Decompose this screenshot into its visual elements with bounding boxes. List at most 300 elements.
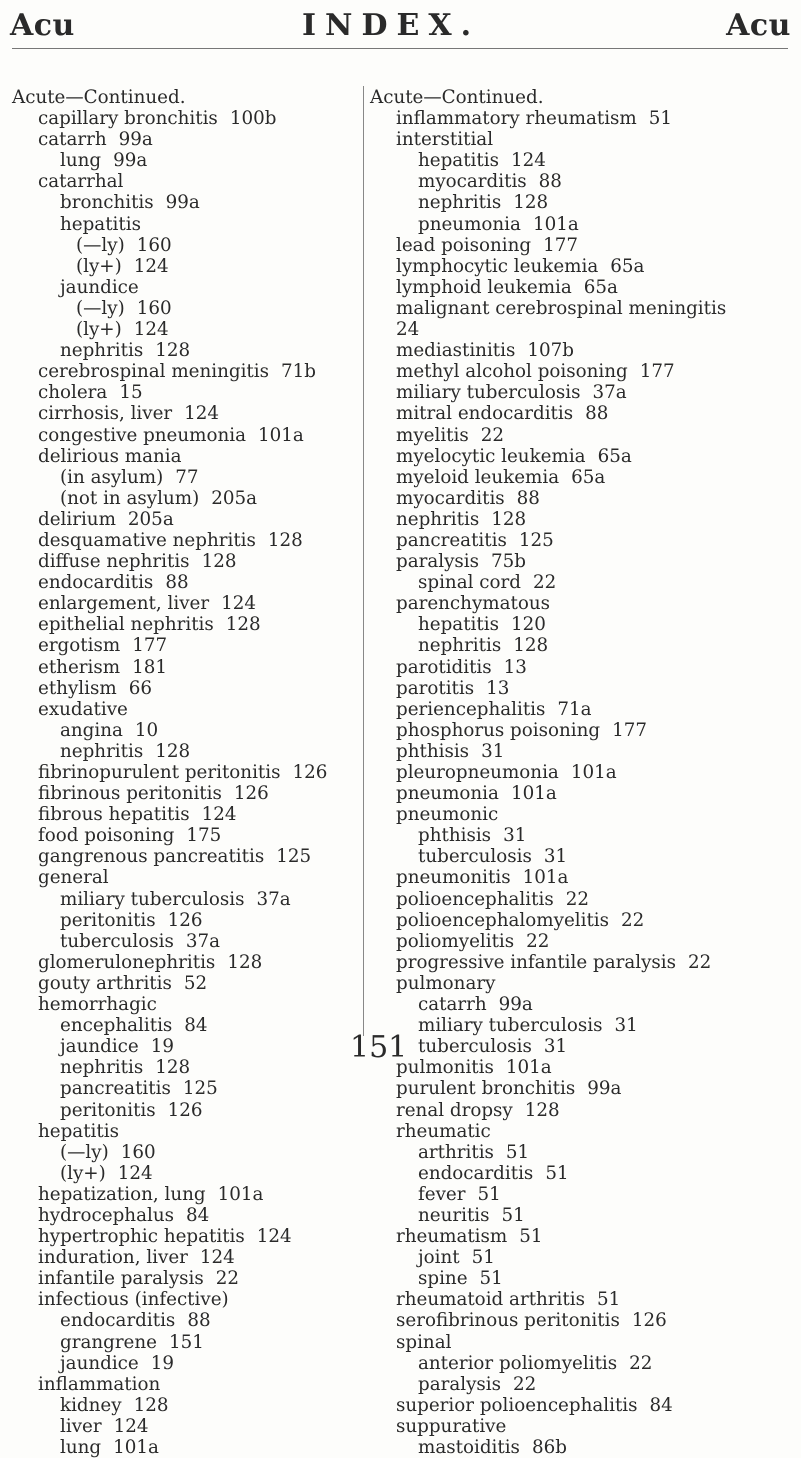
index-term: nephritis bbox=[60, 740, 144, 762]
index-term: nephritis bbox=[60, 340, 144, 362]
index-page-ref: 71a bbox=[557, 698, 592, 720]
index-page-ref: 124 bbox=[133, 319, 169, 341]
index-page-ref: 13 bbox=[503, 656, 527, 678]
index-page-ref: 101a bbox=[258, 424, 304, 446]
index-entry bbox=[370, 277, 750, 298]
index-entry bbox=[370, 340, 750, 361]
index-entry bbox=[12, 825, 392, 846]
index-entry bbox=[370, 720, 750, 741]
index-page-ref: 124 bbox=[117, 1162, 153, 1184]
index-term: endocarditis bbox=[38, 572, 154, 594]
index-page-ref: 177 bbox=[543, 234, 579, 256]
index-entry bbox=[370, 1226, 750, 1247]
index-term: grangrene bbox=[60, 1331, 157, 1353]
index-term: miliary tuberculosis bbox=[60, 888, 245, 910]
index-term: rheumatoid arthritis bbox=[396, 1289, 585, 1311]
index-entry bbox=[370, 1374, 750, 1395]
index-term: renal dropsy bbox=[396, 1099, 513, 1121]
index-page-ref: 51 bbox=[596, 1289, 621, 1311]
index-term: nephritis bbox=[418, 635, 502, 657]
index-page-ref: 15 bbox=[119, 382, 143, 404]
index-term: polioencephalitis bbox=[396, 888, 554, 910]
index-entry bbox=[12, 931, 392, 952]
index-entry bbox=[12, 277, 392, 298]
index-page-ref: 31 bbox=[481, 740, 505, 762]
index-entry bbox=[12, 1395, 392, 1416]
index-page-ref: 51 bbox=[545, 1162, 569, 1184]
page-number: 151 bbox=[350, 1030, 408, 1065]
index-entry bbox=[370, 403, 750, 424]
index-entry bbox=[370, 910, 750, 931]
index-page-ref: 126 bbox=[233, 783, 269, 805]
index-entry bbox=[370, 867, 750, 888]
index-term: etherism bbox=[38, 656, 121, 678]
index-term: ergotism bbox=[38, 635, 121, 657]
index-entry bbox=[12, 1100, 392, 1121]
index-term: Acute—Continued. bbox=[370, 87, 544, 108]
index-page-ref: 37a bbox=[592, 382, 627, 404]
index-term: fibrinous peritonitis bbox=[38, 783, 222, 805]
index-entry bbox=[12, 1057, 392, 1078]
index-entry bbox=[12, 1247, 392, 1268]
index-entry bbox=[12, 720, 392, 741]
index-term: pleuropneumonia bbox=[396, 762, 559, 783]
index-term: Acute—Continued. bbox=[12, 87, 186, 108]
index-term: general bbox=[38, 867, 109, 889]
index-entry bbox=[12, 192, 392, 213]
index-term: infantile paralysis bbox=[38, 1268, 204, 1290]
index-term: polioencephalomyelitis bbox=[396, 909, 610, 931]
index-term: spine bbox=[418, 1268, 468, 1290]
index-entry bbox=[370, 804, 750, 825]
index-term: poliomyelitis bbox=[396, 930, 515, 952]
index-entry bbox=[370, 1289, 750, 1310]
index-term: inflammation bbox=[38, 1373, 161, 1395]
index-page-ref: 128 bbox=[227, 951, 263, 973]
index-entry bbox=[370, 319, 750, 340]
page-header bbox=[0, 8, 801, 48]
index-entry bbox=[12, 87, 392, 108]
index-entry bbox=[370, 1121, 750, 1142]
index-page-ref: 124 bbox=[133, 255, 169, 277]
index-term: lead poisoning bbox=[396, 234, 532, 256]
index-page-ref: 22 bbox=[629, 1352, 653, 1374]
index-entry bbox=[370, 1437, 750, 1458]
index-term: jaundice bbox=[60, 276, 139, 298]
index-term: peritonitis bbox=[60, 909, 156, 931]
index-term: infectious (infective) bbox=[38, 1289, 229, 1311]
index-page-ref: 128 bbox=[155, 1057, 191, 1079]
index-entry bbox=[12, 1036, 392, 1057]
index-term: serofibrinous peritonitis bbox=[396, 1310, 620, 1332]
index-term: diffuse nephritis bbox=[38, 551, 190, 573]
index-term: (ly+) bbox=[60, 1162, 106, 1184]
index-term: (ly+) bbox=[76, 319, 122, 341]
index-entry bbox=[370, 1163, 750, 1184]
index-entry bbox=[370, 635, 750, 656]
index-term: capillary bronchitis bbox=[38, 108, 218, 130]
index-entry bbox=[12, 994, 392, 1015]
index-page-ref: 22 bbox=[621, 909, 645, 931]
index-term: phosphorus poisoning bbox=[396, 719, 601, 741]
index-entry bbox=[370, 952, 750, 973]
index-entry bbox=[370, 235, 750, 256]
index-page-ref: 124 bbox=[256, 1226, 292, 1248]
index-entry bbox=[370, 446, 750, 467]
index-term: pancreatitis bbox=[396, 529, 507, 551]
index-entry bbox=[370, 699, 750, 720]
index-entry bbox=[12, 551, 392, 572]
index-term: parenchymatous bbox=[396, 593, 551, 615]
index-entry bbox=[370, 1353, 750, 1374]
index-term: induration, liver bbox=[38, 1247, 188, 1269]
index-entry bbox=[12, 488, 392, 509]
index-page-ref: 22 bbox=[513, 1373, 537, 1395]
index-entry bbox=[370, 108, 750, 129]
index-page-ref: 101a bbox=[510, 783, 557, 805]
index-entry bbox=[12, 1163, 392, 1184]
index-entry bbox=[12, 762, 392, 783]
index-term: exudative bbox=[38, 698, 128, 720]
index-entry bbox=[12, 657, 392, 678]
index-entry bbox=[12, 530, 392, 551]
index-entry bbox=[370, 846, 750, 867]
index-term: pneumonia bbox=[418, 213, 521, 235]
index-page-ref: 31 bbox=[503, 825, 527, 847]
index-term: parotiditis bbox=[396, 656, 492, 678]
index-page-ref: 101a bbox=[570, 762, 617, 783]
index-term: ethylism bbox=[38, 677, 117, 699]
index-page-ref: 13 bbox=[486, 677, 510, 699]
index-entry bbox=[12, 1268, 392, 1289]
index-entry bbox=[370, 741, 750, 762]
index-entry bbox=[12, 846, 392, 867]
index-entry bbox=[12, 1416, 392, 1437]
index-term: malignant cerebrospinal meningitis bbox=[396, 297, 727, 319]
index-term: catarrh bbox=[418, 994, 487, 1016]
index-entry bbox=[370, 657, 750, 678]
index-term: epithelial nephritis bbox=[38, 614, 214, 636]
index-term: nephritis bbox=[60, 1057, 144, 1079]
index-entry bbox=[370, 1100, 750, 1121]
index-page-ref: 22 bbox=[532, 572, 557, 594]
index-page-ref: 128 bbox=[133, 1394, 169, 1416]
index-entry bbox=[370, 530, 750, 551]
index-entry bbox=[12, 235, 392, 256]
index-term: hepatitis bbox=[418, 614, 499, 636]
index-entry bbox=[12, 129, 392, 150]
index-term: superior polioencephalitis bbox=[396, 1394, 638, 1416]
index-entry bbox=[12, 889, 392, 910]
index-term: rheumatism bbox=[396, 1226, 508, 1248]
index-entry bbox=[12, 509, 392, 530]
index-page-ref: 99a bbox=[498, 994, 533, 1016]
index-entry bbox=[370, 1142, 750, 1163]
index-page-ref: 99a bbox=[113, 150, 148, 172]
index-term: jaundice bbox=[60, 1036, 139, 1058]
index-page-ref: 22 bbox=[688, 951, 712, 973]
index-page-ref: 128 bbox=[155, 340, 191, 362]
index-term: nephritis bbox=[396, 508, 480, 530]
index-page-ref: 100b bbox=[229, 108, 277, 130]
header-rule bbox=[12, 48, 788, 49]
index-term: cerebrospinal meningitis bbox=[38, 361, 269, 383]
index-term: endocarditis bbox=[418, 1162, 534, 1184]
index-term: bronchitis bbox=[60, 192, 154, 214]
index-term: myocarditis bbox=[396, 487, 505, 509]
index-term: (—ly) bbox=[76, 234, 125, 256]
index-entry bbox=[12, 1142, 392, 1163]
index-term: myelocytic leukemia bbox=[396, 445, 586, 467]
index-page-ref: 126 bbox=[167, 909, 203, 931]
index-page-ref: 22 bbox=[215, 1268, 240, 1290]
index-page-ref: 120 bbox=[510, 614, 546, 636]
index-column-left bbox=[12, 87, 392, 1458]
index-page-ref: 88 bbox=[187, 1310, 211, 1332]
index-term: progressive infantile paralysis bbox=[396, 951, 677, 973]
index-page-ref: 125 bbox=[182, 1078, 218, 1100]
index-term: periencephalitis bbox=[396, 698, 546, 720]
index-term: (ly+) bbox=[76, 255, 122, 277]
index-page-ref: 37a bbox=[256, 888, 291, 910]
index-page-ref: 31 bbox=[614, 1015, 638, 1037]
index-entry bbox=[12, 467, 392, 488]
index-entry bbox=[370, 192, 750, 213]
index-entry bbox=[12, 635, 392, 656]
index-page-ref: 124 bbox=[221, 593, 256, 615]
index-page-ref: 177 bbox=[612, 719, 647, 741]
index-entry bbox=[370, 214, 750, 235]
index-entry bbox=[370, 678, 750, 699]
index-term: rheumatic bbox=[396, 1120, 491, 1142]
index-term: desquamative nephritis bbox=[38, 529, 256, 551]
index-entry bbox=[12, 1015, 392, 1036]
index-entry bbox=[12, 952, 392, 973]
index-entry bbox=[370, 614, 750, 635]
index-entry bbox=[370, 783, 750, 804]
index-page-ref: 101a bbox=[532, 213, 579, 235]
index-page-ref: 101a bbox=[113, 1437, 159, 1458]
index-page-ref: 125 bbox=[518, 529, 554, 551]
index-entry bbox=[12, 1226, 392, 1247]
index-term: fever bbox=[418, 1183, 466, 1205]
index-term: hydrocephalus bbox=[38, 1204, 174, 1226]
index-term: joint bbox=[418, 1247, 460, 1269]
index-entry bbox=[12, 108, 392, 129]
index-term: encephalitis bbox=[60, 1015, 173, 1037]
index-term: nephritis bbox=[418, 192, 502, 214]
index-entry bbox=[12, 1289, 392, 1310]
index-page-ref: 101a bbox=[522, 867, 569, 889]
index-page-ref: 31 bbox=[543, 1036, 568, 1058]
index-page-ref: 22 bbox=[565, 888, 589, 910]
index-term: pulmonitis bbox=[396, 1057, 494, 1079]
index-term: mitral endocarditis bbox=[396, 403, 574, 425]
index-entry bbox=[12, 572, 392, 593]
index-page-ref: 99a bbox=[118, 129, 153, 151]
index-column-right bbox=[370, 87, 750, 1458]
index-page-ref: 31 bbox=[543, 846, 568, 868]
index-entry bbox=[12, 150, 392, 171]
index-entry bbox=[370, 931, 750, 952]
index-entry bbox=[370, 87, 750, 108]
index-page-ref: 160 bbox=[136, 234, 172, 256]
index-page-ref: 177 bbox=[132, 635, 168, 657]
index-term: delirious mania bbox=[38, 445, 182, 467]
header-guide-word-left: Acu bbox=[10, 8, 75, 43]
index-entry bbox=[370, 1416, 750, 1437]
index-entry bbox=[12, 214, 392, 235]
index-term: angina bbox=[60, 719, 123, 741]
index-page-ref: 88 bbox=[165, 572, 189, 594]
index-page-ref: 128 bbox=[201, 551, 237, 573]
index-entry bbox=[370, 361, 750, 382]
index-entry bbox=[370, 973, 750, 994]
index-term: miliary tuberculosis bbox=[396, 382, 581, 404]
index-term: pneumonia bbox=[396, 783, 499, 805]
index-term: suppurative bbox=[396, 1415, 507, 1437]
index-term: arthritis bbox=[418, 1141, 494, 1163]
index-page-ref: 205a bbox=[127, 508, 174, 530]
index-page-ref: 65a bbox=[597, 445, 632, 467]
index-entry bbox=[12, 361, 392, 382]
index-entry bbox=[12, 1078, 392, 1099]
index-term: glomerulonephritis bbox=[38, 951, 216, 973]
index-term: spinal cord bbox=[418, 572, 521, 594]
index-term: mediastinitis bbox=[396, 340, 516, 362]
index-entry bbox=[12, 1121, 392, 1142]
index-page-ref: 128 bbox=[524, 1099, 560, 1121]
index-entry bbox=[370, 1078, 750, 1099]
index-entry bbox=[12, 973, 392, 994]
index-term: pneumonic bbox=[396, 804, 499, 826]
index-page-ref: 107b bbox=[527, 340, 574, 362]
index-entry bbox=[370, 1057, 750, 1078]
index-term: purulent bronchitis bbox=[396, 1078, 576, 1100]
index-entry bbox=[12, 1184, 392, 1205]
index-term: (—ly) bbox=[60, 1141, 109, 1163]
index-entry bbox=[12, 298, 392, 319]
index-term: pulmonary bbox=[396, 972, 496, 994]
index-entry bbox=[370, 825, 750, 846]
index-entry bbox=[370, 572, 750, 593]
column-divider bbox=[363, 86, 364, 1036]
index-page-ref: 125 bbox=[276, 846, 312, 868]
index-page-ref: 65a bbox=[571, 466, 606, 488]
index-term: mastoiditis bbox=[418, 1437, 520, 1458]
index-entry bbox=[370, 994, 750, 1015]
index-term: gangrenous pancreatitis bbox=[38, 846, 265, 868]
index-entry bbox=[370, 1332, 750, 1353]
index-entry bbox=[370, 551, 750, 572]
index-term: (—ly) bbox=[76, 297, 125, 319]
index-term: cirrhosis, liver bbox=[38, 403, 173, 425]
index-page-ref: 51 bbox=[477, 1183, 501, 1205]
index-page-ref: 37a bbox=[185, 930, 221, 952]
index-term: paralysis bbox=[418, 1373, 502, 1395]
index-entry bbox=[370, 256, 750, 277]
index-page-ref: 128 bbox=[225, 614, 261, 636]
index-entry bbox=[12, 867, 392, 888]
index-page-ref: 124 bbox=[113, 1415, 149, 1437]
index-page-ref: 84 bbox=[649, 1394, 673, 1416]
index-term: fibrinopurulent peritonitis bbox=[38, 762, 281, 783]
index-entry bbox=[370, 425, 750, 446]
index-entry bbox=[12, 256, 392, 277]
index-term: paralysis bbox=[396, 551, 480, 573]
index-entry bbox=[370, 298, 750, 319]
index-entry bbox=[12, 678, 392, 699]
index-entry bbox=[370, 150, 750, 171]
index-term: (not in asylum) bbox=[60, 487, 200, 509]
index-entry bbox=[12, 1205, 392, 1226]
index-term: hepatitis bbox=[418, 150, 499, 172]
index-page-ref: 66 bbox=[128, 677, 152, 699]
index-page-ref: 51 bbox=[479, 1268, 503, 1290]
index-page-ref: 22 bbox=[480, 424, 505, 446]
index-term: tuberculosis bbox=[60, 930, 174, 952]
index-entry bbox=[12, 340, 392, 361]
index-term: food poisoning bbox=[38, 825, 175, 847]
index-page-ref: 175 bbox=[186, 825, 222, 847]
index-entry bbox=[370, 1268, 750, 1289]
index-term: lung bbox=[60, 1437, 102, 1458]
index-entry bbox=[12, 783, 392, 804]
index-entry bbox=[370, 171, 750, 192]
index-term: jaundice bbox=[60, 1352, 139, 1374]
index-term: enlargement, liver bbox=[38, 593, 210, 615]
index-entry bbox=[370, 1247, 750, 1268]
index-page-ref: 52 bbox=[183, 972, 208, 994]
index-entry bbox=[370, 1184, 750, 1205]
index-page-ref: 128 bbox=[513, 192, 549, 214]
index-page-ref: 10 bbox=[134, 719, 159, 741]
index-term: spinal bbox=[396, 1331, 452, 1353]
index-page-ref: 51 bbox=[648, 108, 673, 130]
index-entry bbox=[12, 804, 392, 825]
index-entry bbox=[12, 593, 392, 614]
index-page-ref: 126 bbox=[292, 762, 328, 783]
index-entry bbox=[370, 1015, 750, 1036]
index-page-ref: 99a bbox=[165, 192, 200, 214]
index-entry bbox=[370, 488, 750, 509]
index-entry bbox=[370, 762, 750, 783]
index-term: tuberculosis bbox=[418, 1036, 532, 1058]
index-term: methyl alcohol poisoning bbox=[396, 361, 628, 383]
index-entry bbox=[12, 1332, 392, 1353]
index-term: hepatization, lung bbox=[38, 1183, 206, 1205]
index-entry bbox=[12, 1374, 392, 1395]
index-term: interstitial bbox=[396, 129, 494, 151]
index-entry bbox=[370, 129, 750, 150]
index-entry bbox=[12, 319, 392, 340]
index-entry bbox=[370, 382, 750, 403]
index-term: kidney bbox=[60, 1394, 122, 1416]
index-entry bbox=[12, 614, 392, 635]
index-entry bbox=[370, 1036, 750, 1057]
index-page-ref: 124 bbox=[199, 1247, 235, 1269]
index-page-ref: 51 bbox=[501, 1204, 525, 1226]
index-entry bbox=[370, 889, 750, 910]
index-page-ref: 101a bbox=[217, 1183, 264, 1205]
index-page-ref: 99a bbox=[587, 1078, 622, 1100]
index-entry bbox=[12, 1353, 392, 1374]
index-page-ref: 160 bbox=[136, 297, 172, 319]
index-page-ref: 124 bbox=[184, 403, 220, 425]
index-page-ref: 205a bbox=[211, 487, 257, 509]
index-term: hepatitis bbox=[38, 1120, 119, 1142]
index-entry bbox=[370, 1205, 750, 1226]
